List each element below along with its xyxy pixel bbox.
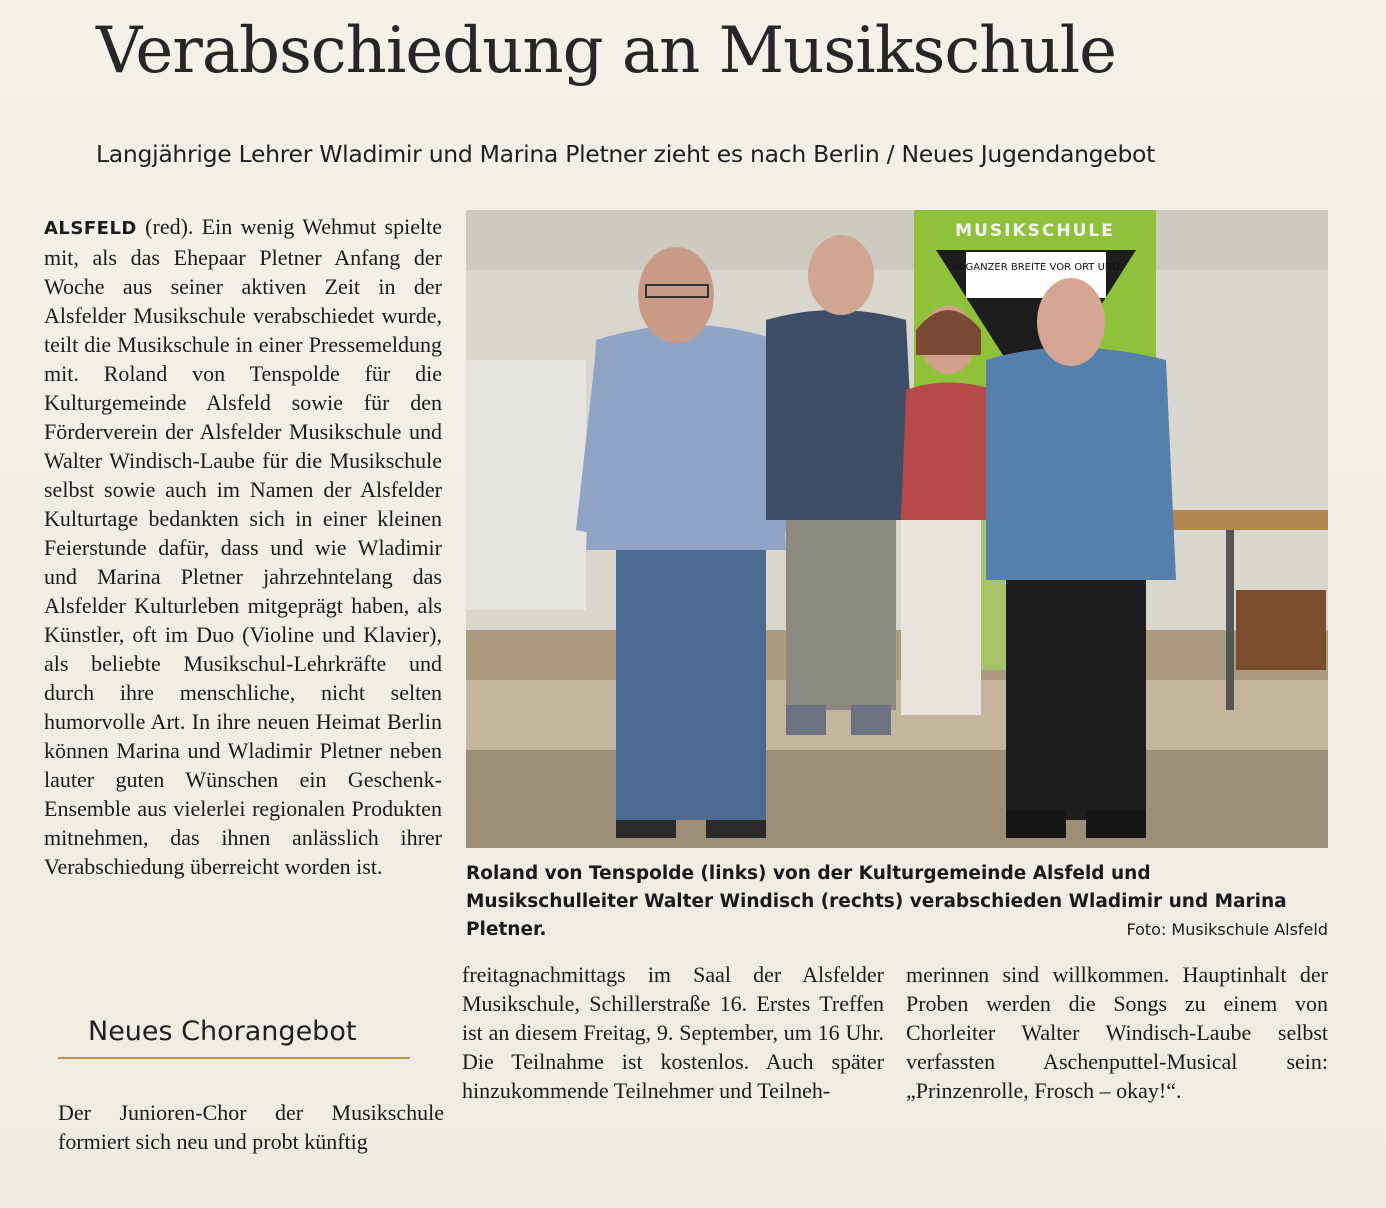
photo-illustration [466, 210, 1328, 848]
chor-text-1: Der Junioren-Chor der Musikschule formiert sich neu und probt künftig [58, 1100, 444, 1154]
chor-column-2 [462, 960, 884, 1105]
article-lead: (red). Ein wenig Wehmut spielte mit, als das Ehepaar Pletner Anfang der Woche aus seiner aktiven Zeit in der Alsfelder Musikschule verabschiedet wurde, teilt die Musikschule in einer Pressemeldung mit. Roland von Tenspolde für die Kulturgemeinde Alsfeld sowie für den Förderverein der Alsfelder Musikschule und Walter Windisch-Laube für die Musikschule selbst sowie auch im Namen der Alsfelder Kulturtage bedankten sich in einer kleinen Feierstunde dafür, dass und wie Wladimir und Marina Pletner jahrzehntelang das Alsfelder Kulturleben mitgeprägt haben, als Künstler, oft im Duo (Violine und Klavier), als beliebte Musikschul-Lehrkräfte und durch ihre menschliche, nicht selten humorvolle Art. In ihre neuen Heimat Berlin können Marina und Wladimir Pletner neben lauter guten Wünschen ein Geschenk-Ensemble aus vielerlei regionalen Produkten mitnehmen, das ihnen anlässlich ihrer Verabschiedung überreicht worden ist. [44, 214, 442, 879]
chor-text-2: freitagnachmittags im Saal der Alsfelder Musikschule, Schillerstraße 16. Erstes Treffen ist an diesem Freitag, 9. September, um 16 Uhr. Die Teilnahme ist kostenlos. Auch später hinzukommende Teilnehmer und Teilneh- [462, 962, 884, 1103]
sign-text: IN GANZER BREITE VOR ORT UND [951, 262, 1121, 273]
article-photo [466, 210, 1328, 848]
subheadline: Langjährige Lehrer Wladimir und Marina Pletner zieht es nach Berlin / Neues Jugendangebot [96, 140, 1156, 168]
sign-title: MUSIKSCHULE [955, 221, 1115, 241]
bleed-through-left-lower [0, 430, 40, 1190]
article-body [44, 212, 442, 881]
chor-column-1 [58, 1098, 444, 1156]
photo-caption: Roland von Tenspolde (links) von der Kulturgemeinde Alsfeld und Musikschulleiter Walter Windisch (rechts) verabschieden Wladimir und Marina Pletner. [466, 863, 1287, 940]
section-underline [58, 1057, 410, 1059]
headline: Verabschiedung an Musikschule [96, 14, 1116, 88]
chor-text-3: merinnen sind willkommen. Hauptinhalt der Proben werden die Songs zu einem von Chorleiter Walter Windisch-Laube selbst verfassten Aschenputtel-Musical sein: „Prinzenrolle, Frosch – okay!“. [906, 962, 1328, 1103]
photo-credit: Foto: Musikschule Alsfeld [1126, 920, 1328, 939]
dateline: ALSFELD [44, 218, 137, 239]
chor-column-3 [906, 960, 1328, 1105]
section-heading: Neues Chorangebot [88, 1016, 357, 1047]
